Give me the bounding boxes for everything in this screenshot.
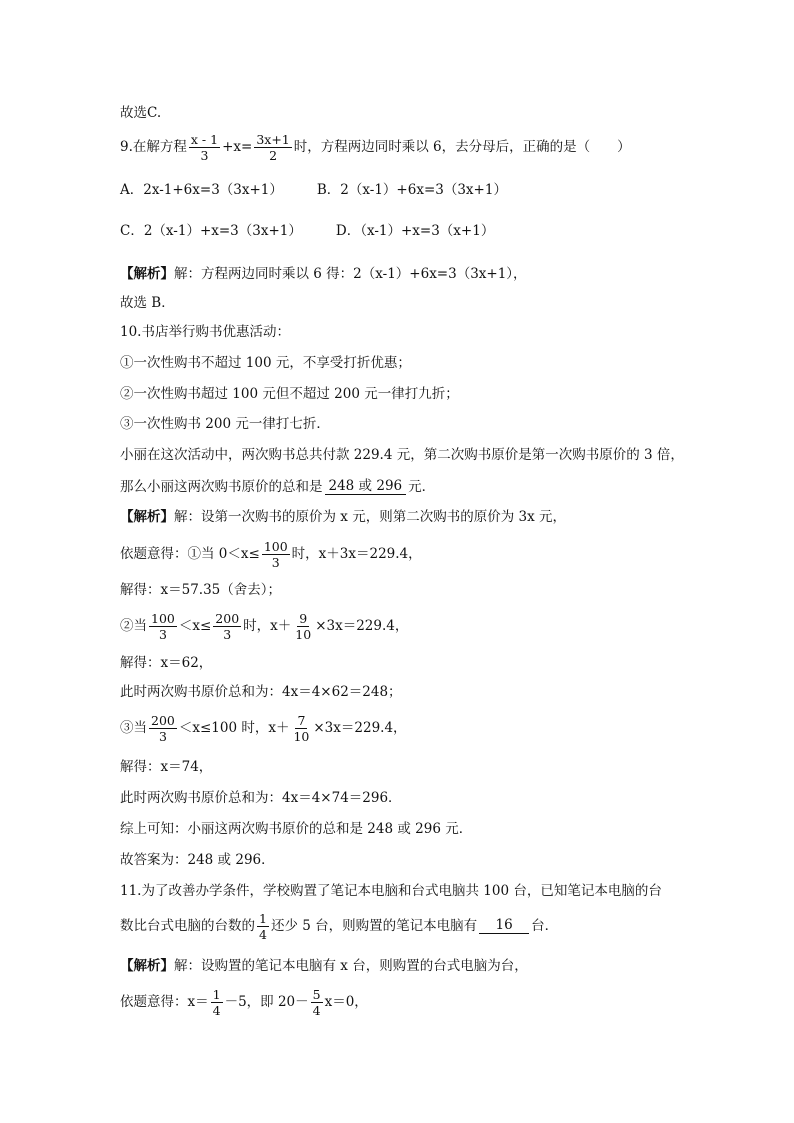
option-b: B．2（x-1）+6x=3（3x+1） bbox=[316, 182, 507, 198]
fraction: $\frac{9}{10}$ bbox=[295, 611, 312, 643]
fraction: $\frac{x - 1}{3}$ bbox=[190, 132, 219, 164]
solution-line: 依题意得：①当 0＜x≤ $\frac{100}{3}$ 时，x＋3x＝229.4， bbox=[120, 539, 422, 571]
solution-line: 解得：x＝74， bbox=[120, 759, 213, 775]
solution-line: 【解析】 解：方程两边同时乘以 6 得：2（x-1）+6x=3（3x+1）， bbox=[120, 266, 527, 282]
rule-line: ②一次性购书超过 100 元但不超过 200 元一律打九折； bbox=[120, 386, 459, 402]
solution-line: ③当 $\frac{200}{3}$ ＜x≤100 时，x＋ $\frac{7}{10}$ ×3x＝229.4， bbox=[120, 713, 407, 745]
fraction: $\frac{200}{3}$ bbox=[215, 611, 240, 643]
question-10-stem: 小丽在这次活动中，两次购书总共付款 229.4 元，第二次购书原价是第一次购书原价的 3 倍， bbox=[120, 447, 684, 463]
fraction: $\frac{1}{4}$ bbox=[259, 911, 267, 943]
option-c: C．2（x-1）+x=3（3x+1） bbox=[120, 223, 302, 239]
fraction: $\frac{200}{3}$ bbox=[151, 713, 175, 745]
solution-line: 【解析】 解：设购置的笔记本电脑有 x 台，则购置的台式电脑为台， bbox=[120, 958, 528, 974]
question-11-stem: 数比台式电脑的台数的 $\frac{1}{4}$ 还少 5 台，则购置的笔记本电脑有 16 台． bbox=[120, 911, 559, 943]
solution-line: 此时两次购书原价总和为：4x＝4×74＝296． bbox=[120, 790, 402, 806]
answer-blank: 16 bbox=[479, 919, 529, 934]
solution-line: 综上可知：小丽这两次购书原价的总和是 248 或 296 元． bbox=[120, 821, 473, 837]
rule-line: ③一次性购书 200 元一律打七折． bbox=[120, 416, 330, 432]
rule-line: ①一次性购书不超过 100 元，不享受打折优惠； bbox=[120, 355, 411, 371]
solution-line: 依题意得：x＝ $\frac{1}{4}$ －5，即 20－ $\frac{5}{4}$ x＝0， bbox=[120, 987, 368, 1019]
solution-line: 此时两次购书原价总和为：4x＝4×62＝248； bbox=[120, 684, 402, 700]
solution-line: 解得：x＝57.35（舍去）； bbox=[120, 582, 282, 598]
fraction: $\frac{5}{4}$ bbox=[312, 987, 321, 1019]
text-line: 故选 B． bbox=[120, 295, 175, 311]
analysis-tag: 【解析】 bbox=[120, 509, 174, 525]
answer-blank: 248 或 296 bbox=[325, 480, 407, 495]
text-line bbox=[120, 107, 161, 121]
analysis-tag: 【解析】 bbox=[120, 958, 174, 974]
fraction: $\frac{3x+1}{2}$ bbox=[256, 132, 290, 164]
fraction: $\frac{7}{10}$ bbox=[293, 713, 310, 745]
question-9-stem: 9.在解方程 $\frac{x - 1}{3}$ +x= $\frac{3x+1}{2}$ 时，方程两边同时乘以 6，去分母后，正确的是（ ） bbox=[120, 132, 631, 164]
solution-line: 故答案为：248 或 296． bbox=[120, 852, 275, 868]
analysis-tag: 【解析】 bbox=[120, 266, 174, 282]
question-9-options-ab bbox=[120, 184, 507, 198]
question-10-stem: 那么小丽这两次购书原价的总和是 248 或 296 元． bbox=[120, 478, 436, 495]
question-11-stem: 11.为了改善办学条件，学校购置了笔记本电脑和台式电脑共 100 台，已知笔记本电脑的台 bbox=[120, 883, 662, 899]
answer-line: 故选C. bbox=[120, 105, 162, 121]
fraction: $\frac{100}{3}$ bbox=[151, 611, 175, 643]
option-a: A．2x-1+6x=3（3x+1） bbox=[120, 182, 283, 198]
question-10-title: 10.书店举行购书优惠活动： bbox=[120, 324, 290, 340]
solution-line: 解得：x＝62， bbox=[120, 655, 213, 671]
solution-line: ②当 $\frac{100}{3}$ ＜x≤ $\frac{200}{3}$ 时，x＋ $\frac{9}{10}$ ×3x＝229.4， bbox=[120, 611, 409, 643]
fraction: $\frac{100}{3}$ bbox=[263, 539, 288, 571]
solution-line: 【解析】 解：设第一次购书的原价为 x 元，则第二次购书的原价为 3x 元， bbox=[120, 509, 566, 525]
fraction: $\frac{1}{4}$ bbox=[212, 987, 221, 1019]
option-d: D．（x-1）+x=3（x+1） bbox=[335, 223, 495, 239]
question-9-options-cd bbox=[120, 225, 494, 239]
